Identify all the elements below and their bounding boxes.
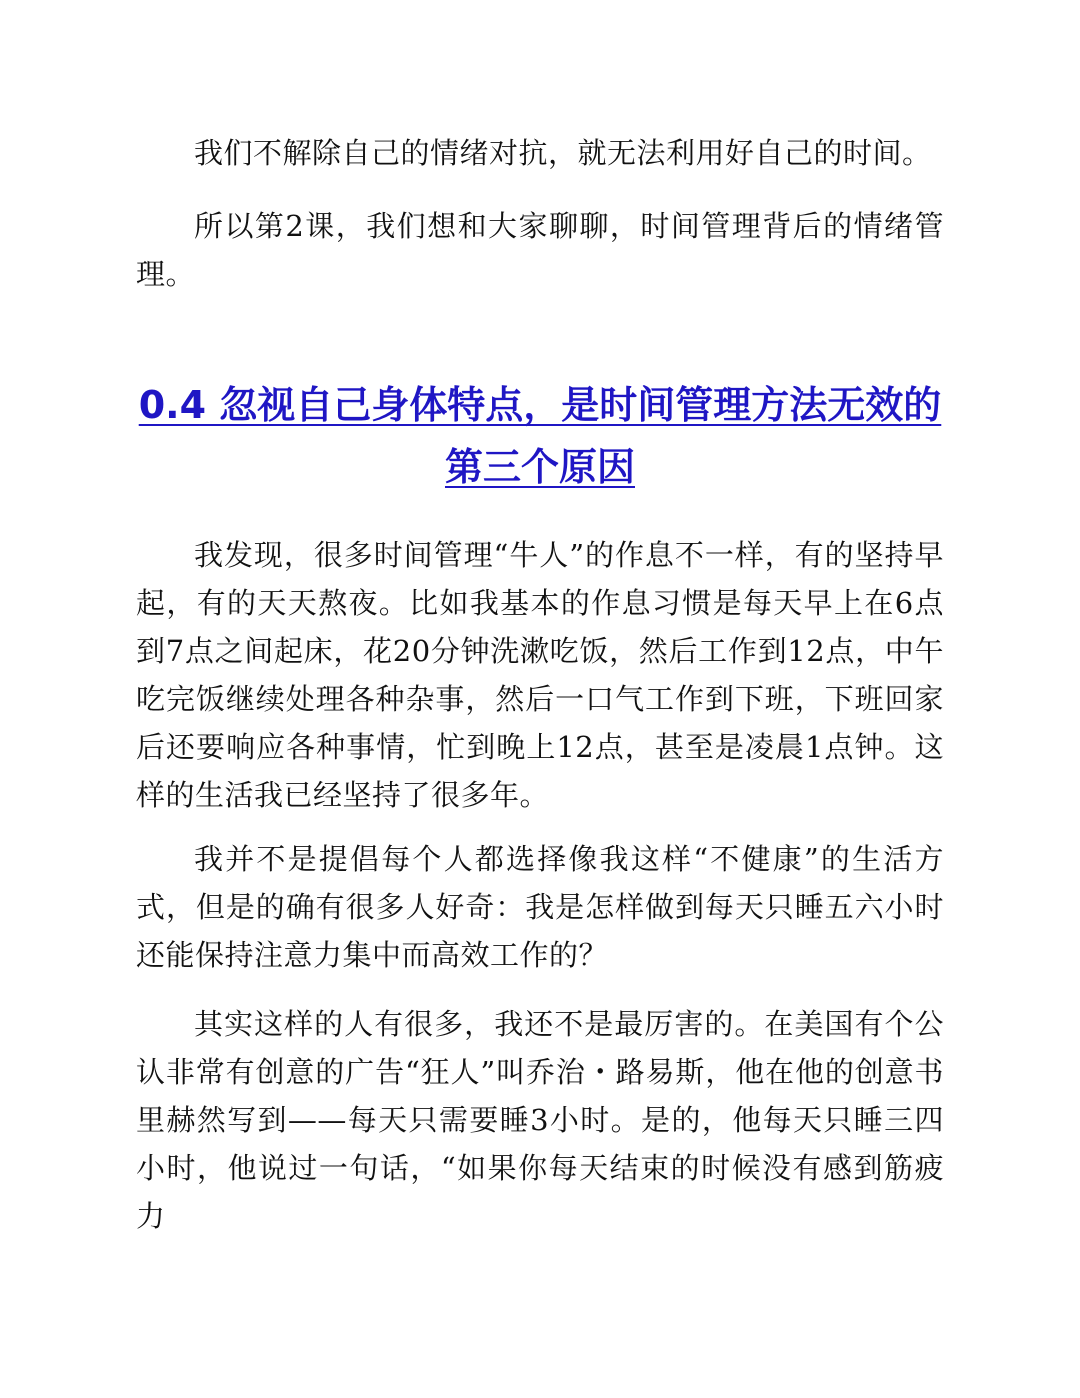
- paragraph-unhealthy-lifestyle: 我并不是提倡每个人都选择像我这样“不健康”的生活方式，但是的确有很多人好奇：我是怎样做到每天只睡五六小时还能保持注意力集中而高效工作的？: [136, 842, 944, 972]
- paragraph-lesson-two-intro: 所以第2课，我们想和大家聊聊，时间管理背后的情绪管理。: [136, 209, 944, 291]
- paragraph-schedule-habits: 我发现，很多时间管理“牛人”的作息不一样，有的坚持早起，有的天天熬夜。比如我基本的作息习惯是每天早上在6点到7点之间起床，花20分钟洗漱吃饭，然后工作到12点，中午吃完饭继续处理各种杂事，然后一口气工作到下班，下班回家后还要响应各种事情，忙到晚上12点，甚至是凌晨1点钟。这样的生活我已经坚持了很多年。: [136, 538, 944, 812]
- paragraph-emotional-resistance: 我们不解除自己的情绪对抗，就无法利用好自己的时间。: [194, 136, 932, 170]
- section-heading-0-4[interactable]: 0.4 忽视自己身体特点，是时间管理方法无效的第三个原因: [138, 383, 942, 489]
- paragraph-george-lois: 其实这样的人有很多，我还不是最厉害的。在美国有个公认非常有创意的广告“狂人”叫乔治・路易斯，他在他的创意书里赫然写到——每天只需要睡3小时。是的，他每天只睡三四小时，他说过一句话，“如果你每天结束的时候没有感到筋疲力: [136, 1007, 944, 1233]
